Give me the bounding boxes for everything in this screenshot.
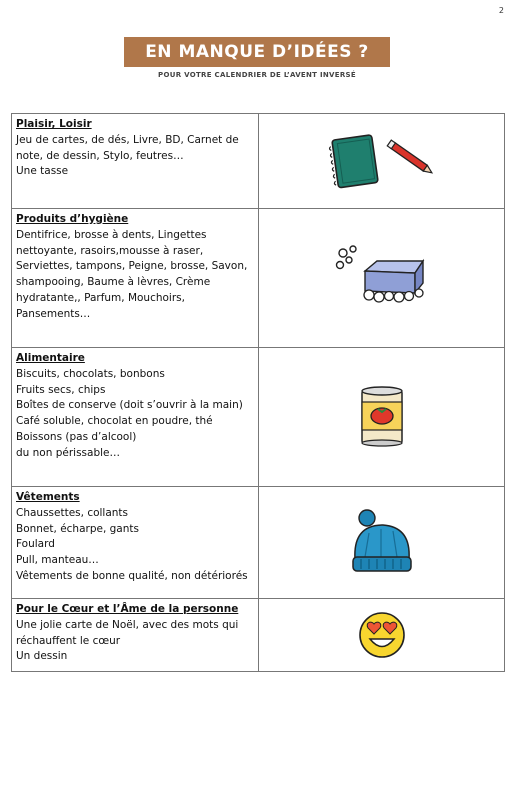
item-line: Bonnet, écharpe, gants bbox=[16, 522, 139, 535]
item-line: Dentifrice, brosse à dents, Lingettes bbox=[16, 228, 207, 241]
page-number: 2 bbox=[498, 6, 504, 15]
header-banner bbox=[124, 37, 390, 67]
item-line: Boîtes de conserve (doit s’ouvrir à la main) bbox=[16, 399, 243, 412]
item-line: Pull, manteau… bbox=[16, 554, 99, 567]
item-line: Chaussettes, collants bbox=[16, 506, 129, 519]
category-text-cell bbox=[12, 209, 259, 348]
category-icon-cell bbox=[259, 348, 505, 487]
table-row bbox=[12, 599, 505, 672]
item-line: Serviettes, tampons, Peigne, brosse, Savon, bbox=[16, 260, 248, 273]
category-icon-cell bbox=[259, 599, 505, 672]
item-line: nettoyante, rasoirs,mousse à raser, bbox=[16, 244, 204, 257]
page-subtitle: POUR VOTRE CALENDRIER DE L’AVENT INVERSÉ bbox=[158, 71, 356, 79]
category-text-cell bbox=[12, 114, 259, 209]
category-icon-cell bbox=[259, 209, 505, 348]
beanie-icon bbox=[347, 507, 417, 579]
category-icon-cell bbox=[259, 114, 505, 209]
item-line: Vêtements de bonne qualité, non détériorés bbox=[16, 569, 248, 582]
item-line: shampooing, Baume à lèvres, Crème bbox=[16, 276, 211, 289]
item-line: Foulard bbox=[16, 538, 55, 551]
table-row bbox=[12, 114, 505, 209]
item-line: Fruits secs, chips bbox=[16, 383, 106, 396]
item-line: Biscuits, chocolats, bonbons bbox=[16, 367, 165, 380]
category-title: Pour le Cœur et l’Âme de la personne bbox=[16, 603, 239, 615]
item-line: Pansements… bbox=[16, 307, 91, 320]
item-line: Jeu de cartes, de dés, Livre, BD, Carnet de bbox=[16, 133, 239, 146]
tin-can-icon bbox=[352, 384, 412, 450]
item-line: hydratante,, Parfum, Mouchoirs, bbox=[16, 291, 185, 304]
heart-eyes-emoji-icon bbox=[357, 610, 407, 660]
category-title: Vêtements bbox=[16, 491, 80, 503]
item-line: Une tasse bbox=[16, 165, 69, 178]
item-line: du non périssable… bbox=[16, 446, 121, 459]
item-line: réchauffent le cœur bbox=[16, 634, 121, 647]
category-icon-cell bbox=[259, 487, 505, 599]
category-text-cell bbox=[12, 487, 259, 599]
table-row bbox=[12, 348, 505, 487]
category-title: Plaisir, Loisir bbox=[16, 118, 92, 130]
category-text-cell bbox=[12, 348, 259, 487]
ideas-table bbox=[11, 113, 505, 672]
page-title: EN MANQUE D’IDÉES ? bbox=[145, 42, 369, 62]
table-row bbox=[12, 487, 505, 599]
item-line: note, de dessin, Stylo, feutres… bbox=[16, 149, 184, 162]
item-line: Une jolie carte de Noël, avec des mots qui bbox=[16, 618, 239, 631]
item-line: Un dessin bbox=[16, 650, 68, 663]
table-row bbox=[12, 209, 505, 348]
item-line: Boissons (pas d’alcool) bbox=[16, 430, 137, 443]
category-text-cell bbox=[12, 599, 259, 672]
category-title: Alimentaire bbox=[16, 352, 85, 364]
category-title: Produits d’hygiène bbox=[16, 213, 129, 225]
item-line: Café soluble, chocolat en poudre, thé bbox=[16, 415, 213, 428]
soap-icon bbox=[327, 243, 437, 313]
notebook-pencil-icon bbox=[327, 131, 437, 191]
